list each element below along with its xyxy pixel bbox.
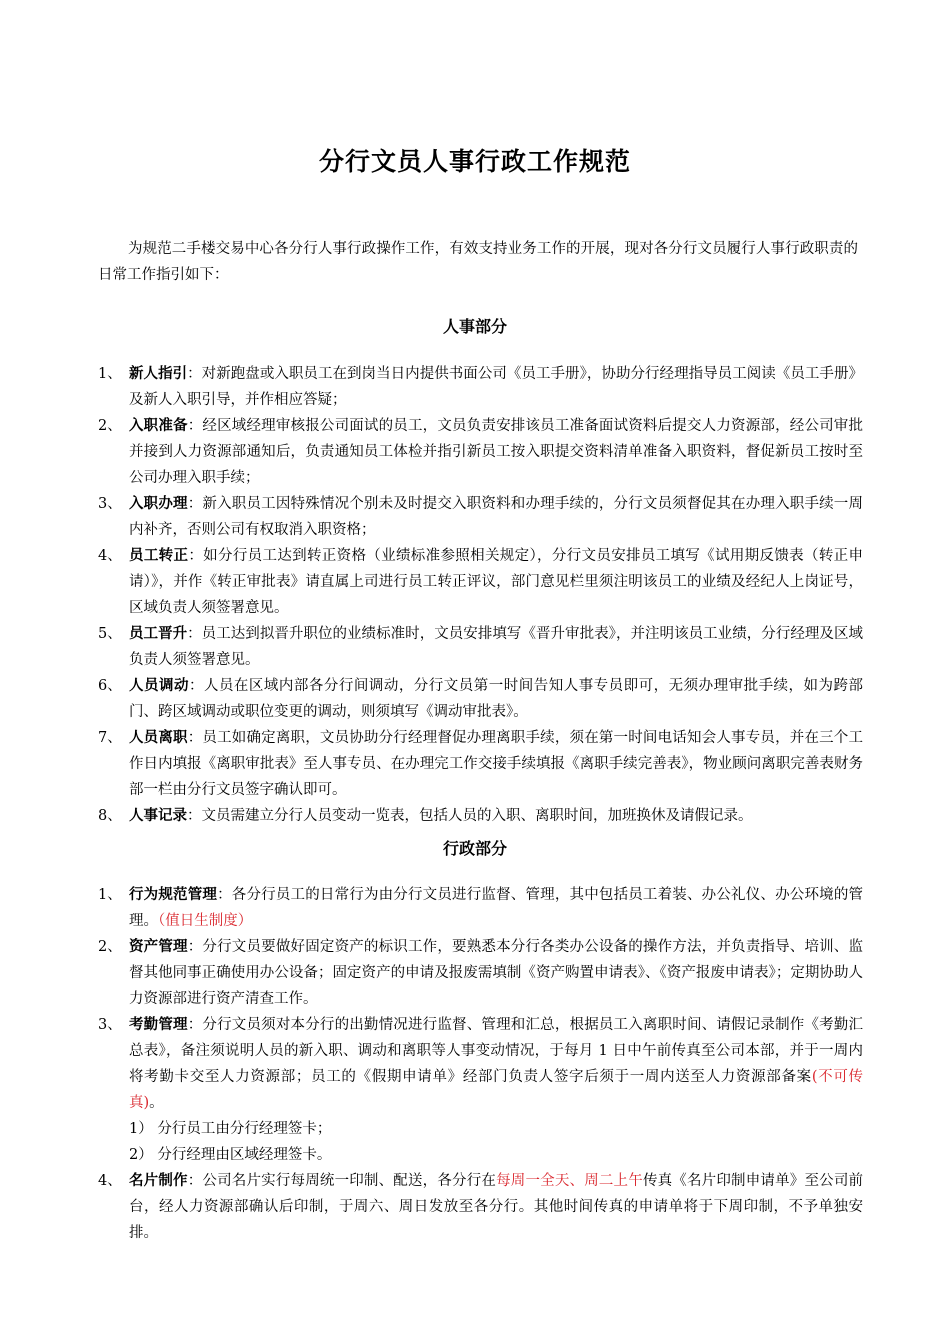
- item-term: 资产管理: [129, 939, 188, 955]
- page-title: 分行文员人事行政工作规范: [318, 147, 631, 176]
- item-term: 人员离职: [129, 730, 188, 746]
- item-text: ：新入职员工因特殊情况个别未及时提交入职资料和办理手续的，分行文员须督促其在办理入职手续一周内补齐，否则公司有权取消入职资格；: [129, 496, 863, 538]
- item-number: 2、: [98, 939, 122, 955]
- item-term: 人事记录: [129, 808, 187, 824]
- item-number: 4、: [98, 548, 122, 564]
- item-number: 8、: [98, 808, 122, 824]
- item-text: ：人员在区域内部各分行间调动，分行文员第一时间告知人事专员即可，无须办理审批手续，如为跨部门、跨区域调动或职位变更的调动，则须填写《调动审批表》。: [129, 678, 864, 720]
- sub-item: 2） 分行经理由区域经理签卡。: [129, 1147, 332, 1163]
- item-text: ：员工如确定离职，文员协助分行经理督促办理离职手续，须在第一时间电话知会人事专员，并在三个工作日内填报《离职审批表》至人事专员、在办理完工作交接手续填报《离职手续完善表》，物业顾问离职完善表财务部一栏由分行文员签字确认即可。: [129, 730, 863, 798]
- item-text-tail: 。: [149, 1095, 164, 1111]
- red-note: (不可传真): [129, 1069, 863, 1111]
- list-item: [98, 361, 863, 413]
- item-text: ：员工达到拟晋升职位的业绩标准时，文员安排填写《晋升审批表》，并注明该员工业绩，分行经理及区域负责人须签署意见。: [129, 626, 863, 668]
- item-text: 传真《名片印制申请单》至公司前台，经人力资源部确认后印制，于周六、周日发放至各分行。其他时间传真的申请单将于下周印制，不予单独安排。: [129, 1173, 864, 1241]
- list-item: [98, 673, 863, 725]
- admin-list: [98, 882, 863, 1246]
- item-text: ：经区域经理审核报公司面试的员工，文员负责安排该员工准备面试资料后提交人力资源部，经公司审批并接到人力资源部通知后，负责通知员工体检并指引新员工按入职提交资料清单准备入职资料，督促新员工按时至公司办理入职手续；: [129, 418, 863, 486]
- item-number: 5、: [98, 626, 122, 642]
- list-item: [98, 543, 863, 621]
- item-number: 2、: [98, 418, 122, 434]
- item-number: 7、: [98, 730, 122, 746]
- list-item: [98, 1012, 863, 1168]
- item-number: 1、: [98, 366, 122, 382]
- intro-paragraph: 为规范二手楼交易中心各分行人事行政操作工作，有效支持业务工作的开展，现对各分行文员履行人事行政职责的日常工作指引如下：: [98, 241, 858, 283]
- list-item: [98, 934, 863, 1012]
- item-term: 行为规范管理: [129, 887, 218, 903]
- red-note: 每周一全天、周二上午: [496, 1173, 643, 1189]
- item-text: ：公司名片实行每周统一印制、配送，各分行在: [187, 1173, 497, 1189]
- item-term: 名片制作: [129, 1173, 188, 1189]
- item-term: 员工晋升: [129, 626, 188, 642]
- item-number: 1、: [98, 887, 122, 903]
- item-text: ：分行文员要做好固定资产的标识工作，要熟悉本分行各类办公设备的操作方法，并负责指导、培训、监督其他同事正确使用办公设备；固定资产的申请及报废需填制《资产购置申请表》、《资产报废申请表》；定期协助人力资源部进行资产清查工作。: [129, 939, 863, 1007]
- item-text: ：文员需建立分行人员变动一览表，包括人员的入职、离职时间，加班换休及请假记录。: [187, 808, 753, 824]
- item-term: 入职办理: [129, 496, 188, 512]
- item-number: 4、: [98, 1173, 122, 1189]
- sub-item: 1） 分行员工由分行经理签卡；: [129, 1121, 332, 1137]
- item-term: 人员调动: [129, 678, 189, 694]
- red-note: （值日生制度）: [158, 913, 253, 929]
- item-number: 6、: [98, 678, 122, 694]
- item-number: 3、: [98, 496, 122, 512]
- section-heading-admin: 行政部分: [442, 839, 507, 858]
- item-text: ：如分行员工达到转正资格（业绩标准参照相关规定），分行文员安排员工填写《试用期反馈表（转正申请）》，并作《转正审批表》请直属上司进行员工转正评议，部门意见栏里须注明该员工的业绩及经纪人上岗证号，区域负责人须签署意见。: [129, 548, 863, 616]
- item-number: 3、: [98, 1017, 122, 1033]
- item-term: 考勤管理: [129, 1017, 188, 1033]
- list-item: [98, 1168, 863, 1246]
- item-term: 入职准备: [129, 418, 188, 434]
- hr-list: [98, 361, 863, 829]
- item-text: ：各分行员工的日常行为由分行文员进行监督、管理，其中包括员工着装、办公礼仪、办公环境的管理。: [129, 887, 864, 929]
- list-item: [98, 491, 863, 543]
- section-heading-hr: 人事部分: [442, 317, 507, 336]
- list-item: [98, 803, 863, 829]
- list-item: [98, 882, 863, 934]
- list-item: [98, 413, 863, 491]
- item-term: 新人指引: [129, 366, 188, 382]
- item-text: ：对新跑盘或入职员工在到岗当日内提供书面公司《员工手册》，协助分行经理指导员工阅读《员工手册》及新人入职引导，并作相应答疑；: [129, 366, 863, 408]
- list-item: [98, 621, 863, 673]
- list-item: [98, 725, 863, 803]
- item-text: ：分行文员须对本分行的出勤情况进行监督、管理和汇总，根据员工入离职时间、请假记录制作《考勤汇总表》，备注须说明人员的新入职、调动和离职等人事变动情况，于每月 1 日中午前传真至公司本部，并于一周内将考勤卡交至人力资源部；员工的《假期申请单》经部门负责人签字后须于一周内送至人力资源部备案: [129, 1017, 863, 1085]
- item-term: 员工转正: [129, 548, 189, 564]
